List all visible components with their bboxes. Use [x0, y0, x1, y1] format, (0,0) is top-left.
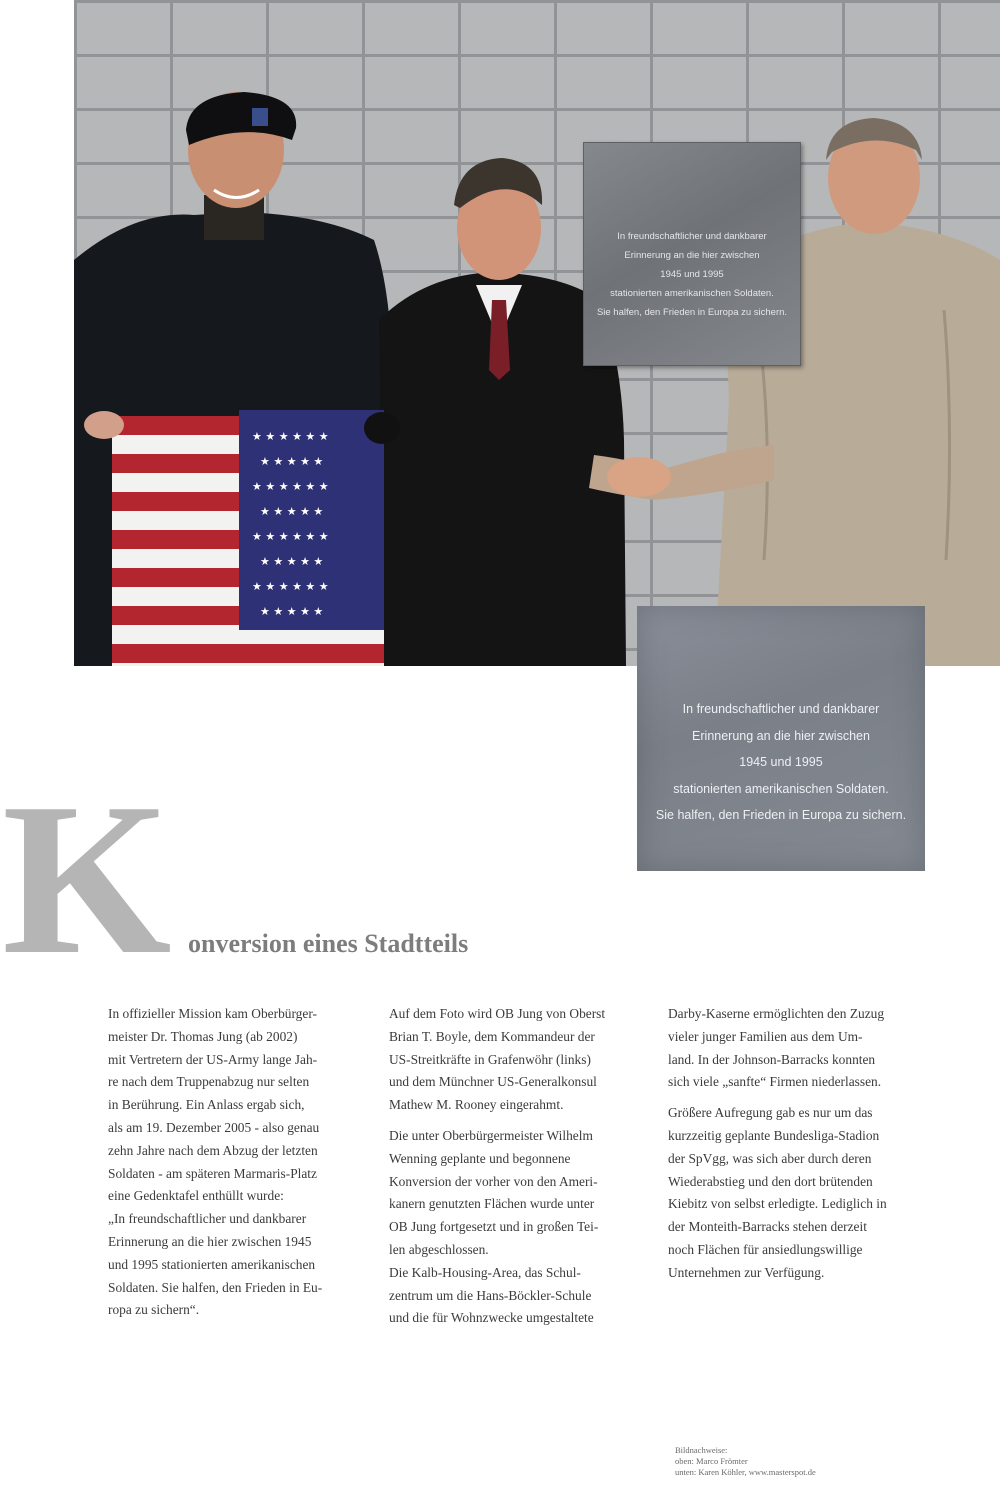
headline: onversion eines Stadtteils — [188, 929, 469, 958]
credits-top: oben: Marco Frömter — [675, 1456, 748, 1466]
svg-text:★ ★ ★ ★ ★ ★: ★ ★ ★ ★ ★ ★ — [252, 530, 329, 543]
inset-line: stationierten amerikanischen Soldaten. — [673, 781, 889, 796]
text-line: in Berührung. Ein Anlass ergab sich, — [108, 1097, 305, 1113]
text-line: zehn Jahre nach dem Abzug der letzten — [108, 1142, 318, 1158]
headline-dropcap: K — [2, 759, 172, 1000]
text-line: Wenning geplante und begonnene — [389, 1150, 571, 1166]
text-line: noch Flächen für ansiedlungswillige — [668, 1241, 863, 1257]
svg-text:★ ★ ★ ★ ★: ★ ★ ★ ★ ★ — [260, 455, 324, 468]
memorial-plaque — [583, 142, 801, 366]
inset-line: 1945 und 1995 — [739, 755, 823, 770]
text-line: kanern genutzten Flächen wurde unter — [389, 1196, 595, 1212]
paragraph — [108, 1003, 370, 1322]
text-line: re nach dem Truppenabzug nur selten — [108, 1074, 310, 1090]
text-line: len abgeschlossen. — [389, 1241, 489, 1257]
text-line: und dem Münchner US-Generalkonsul — [389, 1074, 597, 1090]
text-line: Brian T. Boyle, dem Kommandeur der — [389, 1028, 595, 1044]
text-line: kurzzeitig geplante Bundesliga-Stadion — [668, 1127, 880, 1143]
text-line: Unternehmen zur Verfügung. — [668, 1264, 825, 1280]
text-line: eine Gedenktafel enthüllt wurde: — [108, 1188, 284, 1204]
plaque-line: Erinnerung an die hier zwischen — [624, 249, 760, 261]
text-line: meister Dr. Thomas Jung (ab 2002) — [108, 1028, 298, 1044]
credits-bottom: unten: Karen Köhler, www.masterspot.de — [675, 1467, 816, 1477]
text-line: Darby-Kaserne ermöglichten den Zuzug — [668, 1006, 885, 1021]
text-line: „In freundschaftlicher und dankbarer — [108, 1211, 307, 1227]
text-line: und 1995 stationierten amerikanischen — [108, 1256, 316, 1272]
plaque-line: In freundschaftlicher und dankbarer — [617, 230, 767, 242]
svg-text:★ ★ ★ ★ ★ ★: ★ ★ ★ ★ ★ ★ — [252, 580, 329, 593]
svg-text:★ ★ ★ ★ ★: ★ ★ ★ ★ ★ — [260, 505, 324, 518]
plaque-line: stationierten amerikanischen Soldaten. — [610, 287, 774, 299]
text-line: Mathew M. Rooney eingerahmt. — [389, 1097, 564, 1113]
inset-line: Sie halfen, den Frieden in Europa zu sichern. — [655, 808, 907, 823]
text-line: mit Vertretern der US-Army lange Jah- — [108, 1051, 318, 1067]
text-line: der SpVgg, was sich aber durch deren — [668, 1150, 872, 1166]
text-line: zentrum um die Hans-Böckler-Schule — [389, 1287, 592, 1303]
svg-text:★ ★ ★ ★ ★ ★: ★ ★ ★ ★ ★ ★ — [252, 480, 329, 493]
text-line: und die für Wohnzwecke umgestaltete — [389, 1310, 594, 1326]
text-line: Konversion der vorher von den Ameri- — [389, 1173, 598, 1189]
main-photo — [74, 0, 1000, 666]
text-line: Erinnerung an die hier zwischen 1945 — [108, 1233, 312, 1249]
text-column-2 — [389, 1003, 651, 1338]
paragraph — [668, 1102, 930, 1284]
svg-text:★ ★ ★ ★ ★: ★ ★ ★ ★ ★ — [260, 605, 324, 618]
text-line: Auf dem Foto wird OB Jung von Oberst — [389, 1006, 606, 1021]
text-line: OB Jung fortgesetzt und in großen Tei- — [389, 1219, 599, 1235]
text-line: als am 19. Dezember 2005 - also genau — [108, 1119, 320, 1135]
text-line: Die Kalb-Housing-Area, das Schul- — [389, 1264, 581, 1280]
svg-text:★ ★ ★ ★ ★: ★ ★ ★ ★ ★ — [260, 555, 324, 568]
plaque-detail-inset — [637, 606, 925, 871]
text-line: Kiebitz von selbst erledigte. Lediglich in — [668, 1196, 887, 1212]
text-line: In offizieller Mission kam Oberbürger- — [108, 1006, 317, 1021]
text-line: vieler junger Familien aus dem Um- — [668, 1028, 863, 1044]
text-line: Soldaten. Sie halfen, den Frieden in Eu- — [108, 1279, 323, 1295]
inset-line: In freundschaftlicher und dankbarer — [682, 702, 880, 716]
paragraph — [389, 1125, 651, 1330]
paragraph — [389, 1003, 651, 1117]
credits-title: Bildnachweise: — [675, 1445, 728, 1455]
plaque-line: 1945 und 1995 — [660, 268, 724, 280]
text-line: land. In der Johnson-Barracks konnten — [668, 1051, 876, 1067]
inset-line: Erinnerung an die hier zwischen — [692, 728, 870, 743]
photo-scene — [74, 0, 1000, 666]
text-line: ropa zu sichern“. — [108, 1302, 200, 1318]
text-line: US-Streitkräfte in Grafenwöhr (links) — [389, 1051, 591, 1067]
text-line: Größere Aufregung gab es nur um das — [668, 1105, 873, 1121]
paragraph — [668, 1003, 930, 1094]
photo-credits — [675, 1445, 816, 1478]
text-line: sich viele „sanfte“ Firmen niederlassen. — [668, 1074, 882, 1090]
us-flag — [84, 410, 400, 666]
text-line: Wiederabstieg und den dort brütenden — [668, 1173, 873, 1189]
text-column-1 — [108, 1003, 370, 1330]
plaque-line: Sie halfen, den Frieden in Europa zu sichern. — [596, 306, 788, 318]
text-column-3 — [668, 1003, 930, 1293]
svg-text:★ ★ ★ ★ ★ ★: ★ ★ ★ ★ ★ ★ — [252, 430, 329, 443]
text-line: Soldaten - am späteren Marmaris-Platz — [108, 1165, 317, 1181]
text-line: Die unter Oberbürgermeister Wilhelm — [389, 1127, 593, 1143]
text-line: der Monteith-Barracks stehen derzeit — [668, 1219, 867, 1235]
